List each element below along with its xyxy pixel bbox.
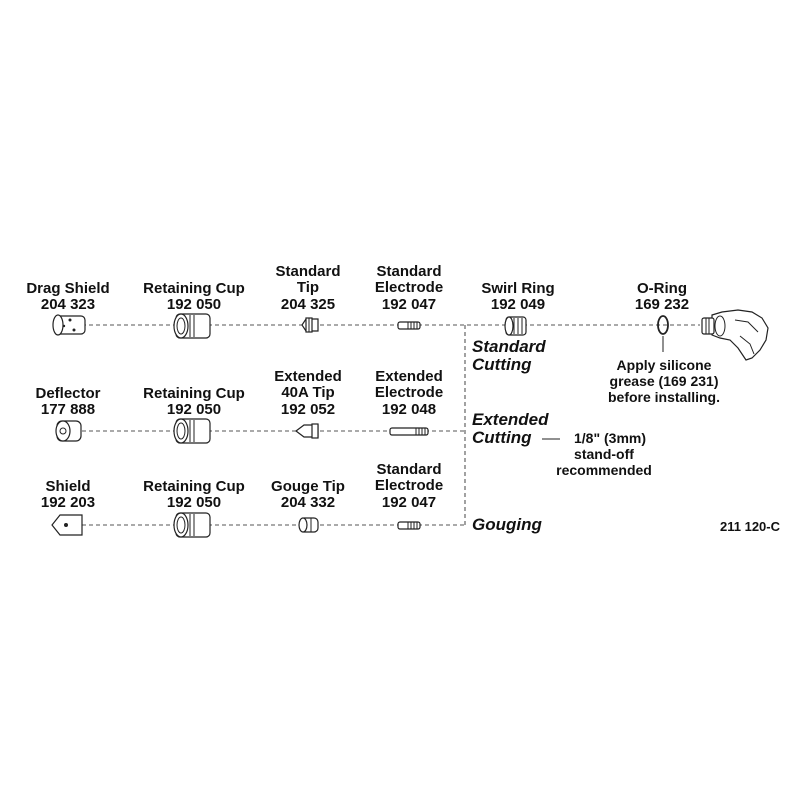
standard-electrode-part-3 <box>398 522 420 529</box>
retaining-cup-label-3: Retaining Cup <box>143 478 245 495</box>
standard-cutting-label <box>472 337 546 374</box>
text-line: Electrode <box>374 384 444 401</box>
text-line: Electrode <box>374 279 444 296</box>
standard-electrode-number-1: 192 047 <box>381 296 437 313</box>
text-line: Standard <box>472 337 546 356</box>
o-ring-note <box>608 357 720 405</box>
extended-tip-part <box>296 424 318 438</box>
row1-labels <box>26 263 689 313</box>
deflector-number: 177 888 <box>40 401 96 418</box>
text-line: Extended <box>472 410 549 429</box>
shield-label: Shield <box>45 478 91 495</box>
retaining-cup-part-3 <box>174 513 210 537</box>
torch-head-part <box>702 310 768 360</box>
drag-shield-part <box>53 315 85 335</box>
standard-tip-number: 204 325 <box>280 296 336 313</box>
retaining-cup-label-1: Retaining Cup <box>143 280 245 297</box>
text-line: Standard <box>275 263 341 280</box>
text-line: recommended <box>556 462 652 478</box>
drag-shield-label: Drag Shield <box>26 280 110 297</box>
text-line: Apply silicone <box>616 357 712 373</box>
swirl-ring-part <box>505 317 526 335</box>
standard-electrode-part-1 <box>398 322 420 329</box>
shield-part <box>52 515 82 535</box>
swirl-ring-label: Swirl Ring <box>481 280 555 297</box>
row3-labels <box>41 461 443 511</box>
retaining-cup-part-2 <box>174 419 210 443</box>
text-line: before installing. <box>607 389 721 405</box>
text-line: Electrode <box>374 477 444 494</box>
deflector-label: Deflector <box>35 385 101 402</box>
drag-shield-number: 204 323 <box>40 296 96 313</box>
o-ring-number: 169 232 <box>634 296 690 313</box>
text-line: Extended <box>375 368 443 385</box>
retaining-cup-number-1: 192 050 <box>166 296 222 313</box>
retaining-cup-part-1 <box>174 314 210 338</box>
text-line: Cutting <box>472 355 532 374</box>
retaining-cup-label-2: Retaining Cup <box>143 385 245 402</box>
gouge-tip-part <box>299 518 318 532</box>
text-line: grease (169 231) <box>609 373 719 389</box>
swirl-ring-number: 192 049 <box>490 296 546 313</box>
retaining-cup-number-2: 192 050 <box>166 401 222 418</box>
text-line: 1/8" (3mm) <box>574 430 646 446</box>
extended-electrode-part <box>390 428 428 435</box>
standard-electrode-label-3 <box>375 461 443 494</box>
gouge-tip-number: 204 332 <box>280 494 336 511</box>
text-line: 40A Tip <box>281 384 335 401</box>
text-line: Standard <box>376 263 442 280</box>
o-ring-label: O-Ring <box>637 280 687 297</box>
extended-40a-tip-number: 192 052 <box>280 401 336 418</box>
row2-labels <box>35 368 443 418</box>
standard-electrode-label-1 <box>375 263 443 296</box>
extended-40a-tip-label <box>274 368 342 401</box>
standard-electrode-number-3: 192 047 <box>381 494 437 511</box>
gouge-tip-label: Gouge Tip <box>271 478 345 495</box>
text-line: Extended <box>274 368 342 385</box>
extended-cutting-label <box>472 410 549 447</box>
text-line: stand-off <box>574 446 634 462</box>
gouging-label: Gouging <box>472 515 542 534</box>
standard-tip-label <box>275 263 340 296</box>
standoff-note <box>556 430 652 478</box>
section-labels <box>472 337 549 534</box>
text-line: Standard <box>376 461 442 478</box>
text-line: Tip <box>296 279 320 296</box>
shield-number: 192 203 <box>40 494 96 511</box>
retaining-cup-number-3: 192 050 <box>166 494 222 511</box>
deflector-part <box>56 421 81 441</box>
extended-electrode-number: 192 048 <box>381 401 437 418</box>
drawing-number: 211 120-C <box>720 519 780 534</box>
text-line: Cutting <box>472 428 532 447</box>
extended-electrode-label <box>375 368 443 401</box>
standard-tip-part <box>302 318 318 332</box>
